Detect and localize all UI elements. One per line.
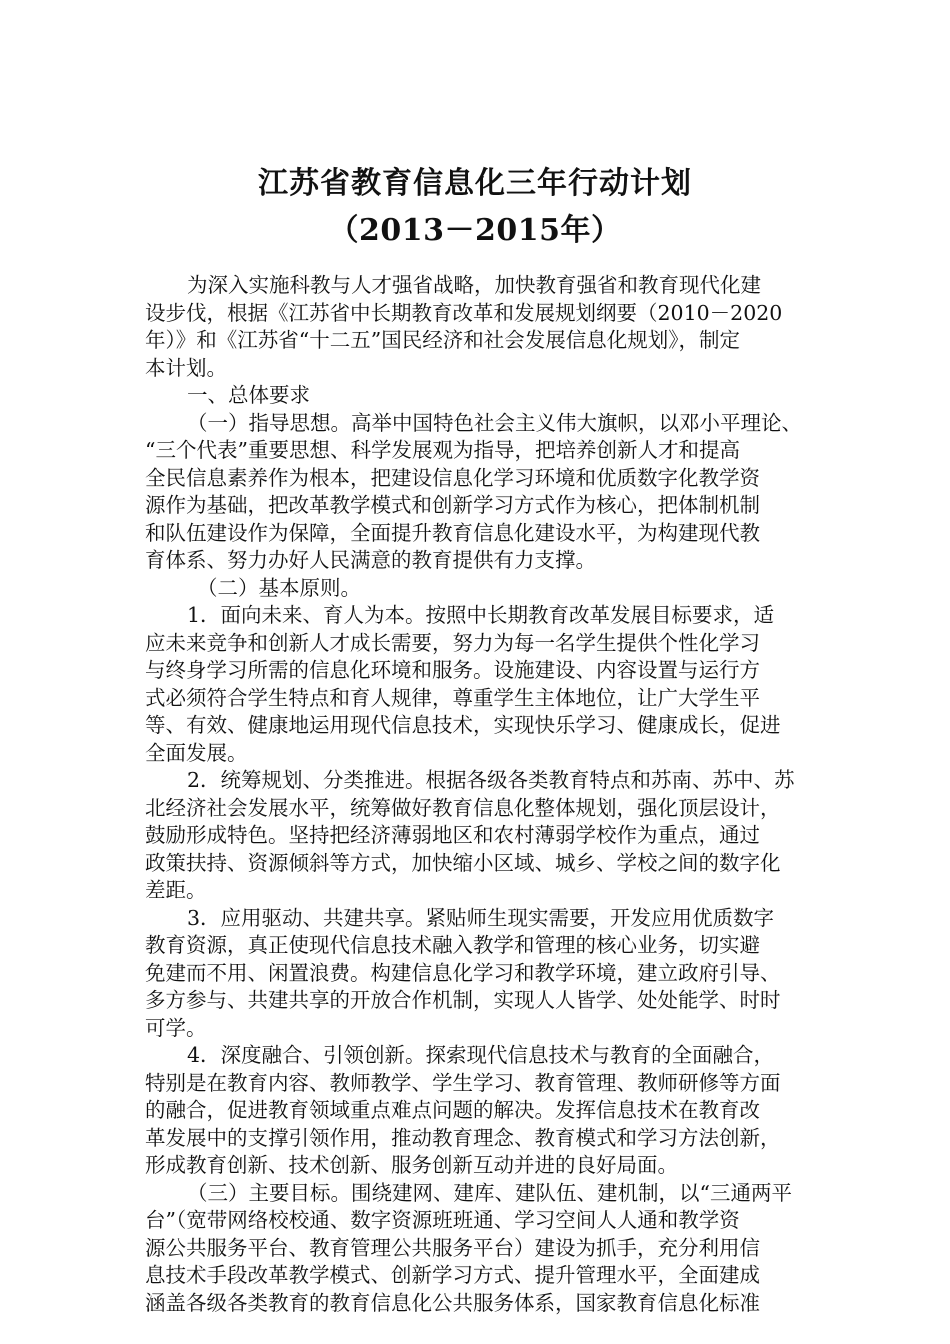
body-text-line: 设步伐，根据《江苏省中长期教育改革和发展规划纲要（2010－2020 — [145, 300, 783, 325]
body-text-line: 政策扶持、资源倾斜等方式，加快缩小区域、城乡、学校之间的数字化 — [145, 850, 781, 875]
body-text-line: 1．面向未来、育人为本。按照中长期教育改革发展目标要求，适 — [187, 603, 775, 627]
document-title: 江苏省教育信息化三年行动计划 — [258, 166, 692, 201]
body-text-line: 全面发展。 — [145, 740, 248, 765]
body-text-line: 源公共服务平台、教育管理公共服务平台）建设为抓手，充分利用信 — [145, 1235, 760, 1260]
body-text-line: 和队伍建设作为保障，全面提升教育信息化建设水平，为构建现代教 — [145, 520, 760, 545]
body-text-line: 多方参与、共建共享的开放合作机制，实现人人皆学、处处能学、时时 — [145, 988, 781, 1012]
document-body — [145, 272, 811, 1317]
body-text-line: 免建而不用、闲置浪费。构建信息化学习和教学环境，建立政府引导、 — [145, 960, 781, 985]
body-text-line: 2．统筹规划、分类推进。根据各级各类教育特点和苏南、苏中、苏 — [187, 768, 795, 792]
body-text-line: （一）指导思想。高举中国特色社会主义伟大旗帜，以邓小平理论、 — [187, 410, 802, 435]
body-text-line: 与终身学习所需的信息化环境和服务。设施建设、内容设置与运行方 — [145, 658, 760, 682]
body-text-line: 差距。 — [145, 878, 207, 902]
body-text-line: 育体系、努力办好人民满意的教育提供有力支撑。 — [145, 548, 596, 572]
body-text-line: 一、总体要求 — [187, 383, 310, 407]
body-text-line: 特别是在教育内容、教师教学、学生学习、教育管理、教师研修等方面 — [145, 1070, 781, 1095]
body-text-line: （三）主要目标。围绕建网、建库、建队伍、建机制，以“三通两平 — [187, 1180, 792, 1205]
body-text-line: 鼓励形成特色。坚持把经济薄弱地区和农村薄弱学校作为重点，通过 — [145, 823, 760, 847]
body-text-line: 涵盖各级各类教育的教育信息化公共服务体系，国家教育信息化标准 — [145, 1290, 760, 1315]
body-text-line: 全民信息素养作为根本，把建设信息化学习环境和优质数字化教学资 — [145, 465, 760, 490]
body-text-line: 的融合，促进教育领域重点难点问题的解决。发挥信息技术在教育改 — [145, 1098, 760, 1122]
body-text-line: 等、有效、健康地运用现代信息技术，实现快乐学习、健康成长，促进 — [145, 713, 781, 737]
body-text-line: 革发展中的支撑引领作用，推动教育理念、教育模式和学习方法创新， — [145, 1125, 781, 1150]
body-text-line: 台”（宽带网络校校通、数字资源班班通、学习空间人人通和教学资 — [145, 1208, 740, 1232]
body-text-line: 3．应用驱动、共建共享。紧贴师生现实需要，开发应用优质数字 — [187, 905, 775, 930]
body-text-line: （二）基本原则。 — [197, 575, 361, 600]
body-text-line: 4．深度融合、引领创新。探索现代信息技术与教育的全面融合， — [187, 1043, 775, 1067]
body-text-line: 为深入实施科教与人才强省战略，加快教育强省和教育现代化建 — [187, 273, 761, 297]
body-text-line: 息技术手段改革教学模式、创新学习方式、提升管理水平，全面建成 — [145, 1263, 760, 1287]
body-text-line: 形成教育创新、技术创新、服务创新互动并进的良好局面。 — [145, 1153, 678, 1177]
body-text-line: “三个代表”重要思想、科学发展观为指导，把培养创新人才和提高 — [145, 438, 740, 462]
body-text-line: 可学。 — [145, 1015, 207, 1040]
body-text-line: 本计划。 — [145, 355, 227, 380]
body-text-line: 源作为基础，把改革教学模式和创新学习方式作为核心，把体制机制 — [145, 493, 760, 517]
document-subtitle: （2013－2015年） — [328, 213, 622, 248]
body-text-line: 式必须符合学生特点和育人规律，尊重学生主体地位，让广大学生平 — [145, 685, 760, 710]
body-text-line: 年）》和《江苏省“十二五”国民经济和社会发展信息化规划》，制定 — [145, 328, 740, 352]
body-text-line: 教育资源，真正使现代信息技术融入教学和管理的核心业务，切实避 — [145, 933, 760, 957]
body-text-line: 应未来竞争和创新人才成长需要，努力为每一名学生提供个性化学习 — [145, 630, 760, 655]
body-text-line: 北经济社会发展水平，统筹做好教育信息化整体规划，强化顶层设计， — [145, 795, 781, 820]
